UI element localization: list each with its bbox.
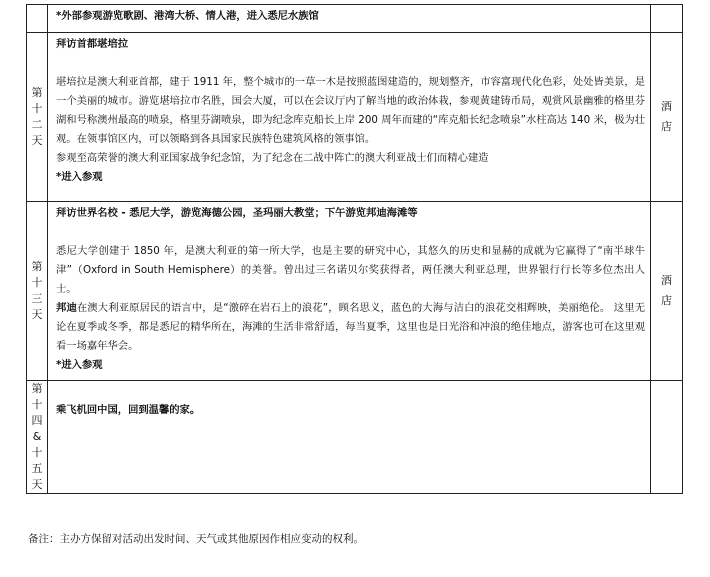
footnote: 备注：主办方保留对活动出发时间、天气或其他原因作相应变动的权利。: [28, 533, 364, 545]
description-paragraph: 参观至高荣誉的澳大利亚国家战争纪念馆，为了纪念在二战中阵亡的澳大利亚战士们而精心建造: [56, 152, 489, 164]
description-paragraph: 邦迪在澳大利亚原居民的语言中，是“激碎在岩石上的浪花”，顾名思义，蓝色的大海与洁白的浪花交相辉映，美丽绝伦。 这里无论在夏季或冬季，都是悉尼的精华所在，海滩的生活非常舒适，每当夏季，这里也是日光浴和冲浪的绝佳地点，游客也可在这里观看一场嘉年华会。: [56, 302, 645, 352]
description-paragraph: 堪培拉是澳大利亚首都，建于 1911 年，整个城市的一草一木是按照蓝图建造的，规划整齐，市容富现代化色彩，处处皆美景，是一个美丽的城市。游览堪培拉市名胜，国会大厦，可以在会议厅内了解当地的政治体栽，参观黄建铸币局，观赏风景幽雅的格里芬湖和号称澳州最高的喷泉，格里芬湖喷泉，即为纪念库克船长上岸 200 周年而建的“库克船长纪念喷泉”水柱高达 140 米，极为壮观。在领事馆区内，可以领略到各具国家民族特色建筑风格的领事馆。: [56, 76, 645, 145]
content-cell: [48, 381, 651, 494]
hotel-label: 酒店: [661, 100, 672, 133]
day-label: 第十三天: [31, 260, 43, 321]
hotel-cell: [651, 5, 683, 33]
table-row: [27, 202, 683, 381]
hotel-label: 酒店: [661, 274, 672, 307]
content-cell: [48, 202, 651, 381]
day-label: 第十四&十五天: [31, 382, 43, 491]
table-row: [27, 381, 683, 494]
activity-text: 乘飞机回中国，回到温馨的家。: [56, 404, 201, 416]
content-cell: [48, 33, 651, 202]
hotel-cell: [651, 33, 683, 202]
hotel-cell: [651, 202, 683, 381]
day-cell: [27, 5, 48, 33]
place-name: 邦迪: [56, 302, 77, 314]
enter-visit-note: *进入参观: [56, 359, 103, 371]
day-cell: [27, 381, 48, 494]
day-title: 拜访首都堪培拉: [56, 38, 129, 50]
hotel-cell: [651, 381, 683, 494]
table-row: [27, 33, 683, 202]
itinerary-table: [26, 4, 683, 494]
day-cell: [27, 202, 48, 381]
day-cell: [27, 33, 48, 202]
day-label: 第十二天: [31, 86, 43, 147]
day-title: 拜访世界名校 - 悉尼大学，游览海德公园，圣玛丽大教堂；下午游览邦迪海滩等: [56, 207, 418, 219]
enter-visit-note: *进入参观: [56, 171, 103, 183]
activity-text: *外部参观游览歌剧、港湾大桥、情人港，进入悉尼水族馆: [56, 10, 319, 22]
description-paragraph: 悉尼大学创建于 1850 年，是澳大利亚的第一所大学，也是主要的研究中心，其悠久的历史和显赫的成就为它赢得了“南半球牛津”（Oxford in South Hemisphere）的美誉。曾出过三名诺贝尔奖获得者，两任澳大利亚总理，世界银行行长等多位杰出人士。: [56, 245, 645, 295]
content-cell: [48, 5, 651, 33]
table-row: [27, 5, 683, 33]
